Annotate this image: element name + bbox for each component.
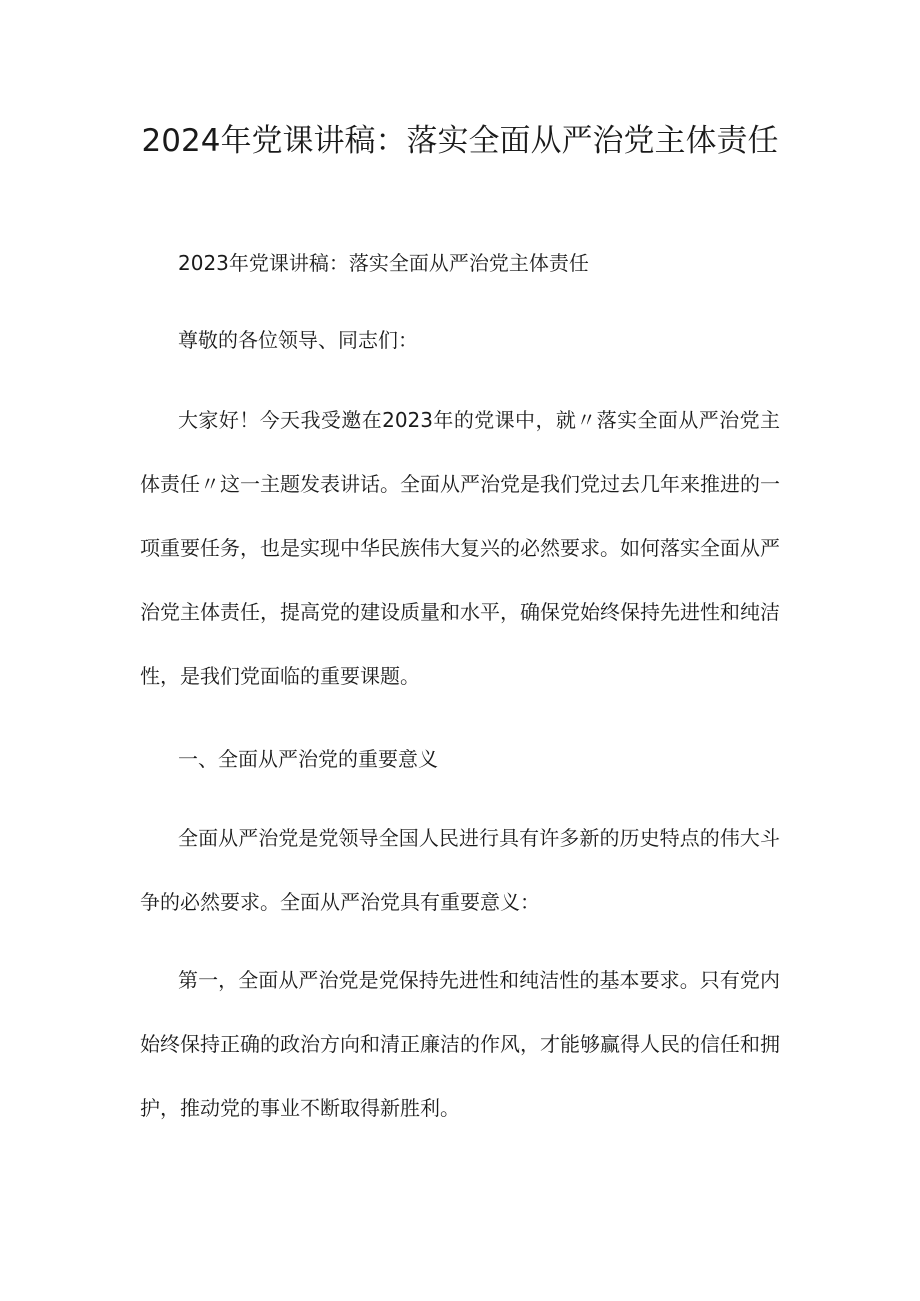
body-paragraph: 第一，全面从严治党是党保持先进性和纯洁性的基本要求。只有党内始终保持正确的政治方向和清正廉洁的作风，才能够赢得人民的信任和拥护，推动党的事业不断取得新胜利。 (140, 968, 780, 1120)
document-subtitle: 2023年党课讲稿：落实全面从严治党主体责任 (178, 251, 589, 275)
intro-paragraph: 大家好！今天我受邀在2023年的党课中，就〃落实全面从严治党主体责任〃这一主题发表讲话。全面从严治党是我们党过去几年来推进的一项重要任务，也是实现中华民族伟大复兴的必然要求。如何落实全面从严治党主体责任，提高党的建设质量和水平，确保党始终保持先进性和纯洁性，是我们党面临的重要课题。 (140, 408, 780, 688)
document-title: 2024年党课讲稿：落实全面从严治党主体责任 (141, 123, 779, 159)
body-paragraph: 全面从严治党是党领导全国人民进行具有许多新的历史特点的伟大斗争的必然要求。全面从严治党具有重要意义： (140, 826, 780, 914)
section-heading: 一、全面从严治党的重要意义 (178, 747, 438, 771)
salutation: 尊敬的各位领导、同志们： (178, 328, 418, 352)
